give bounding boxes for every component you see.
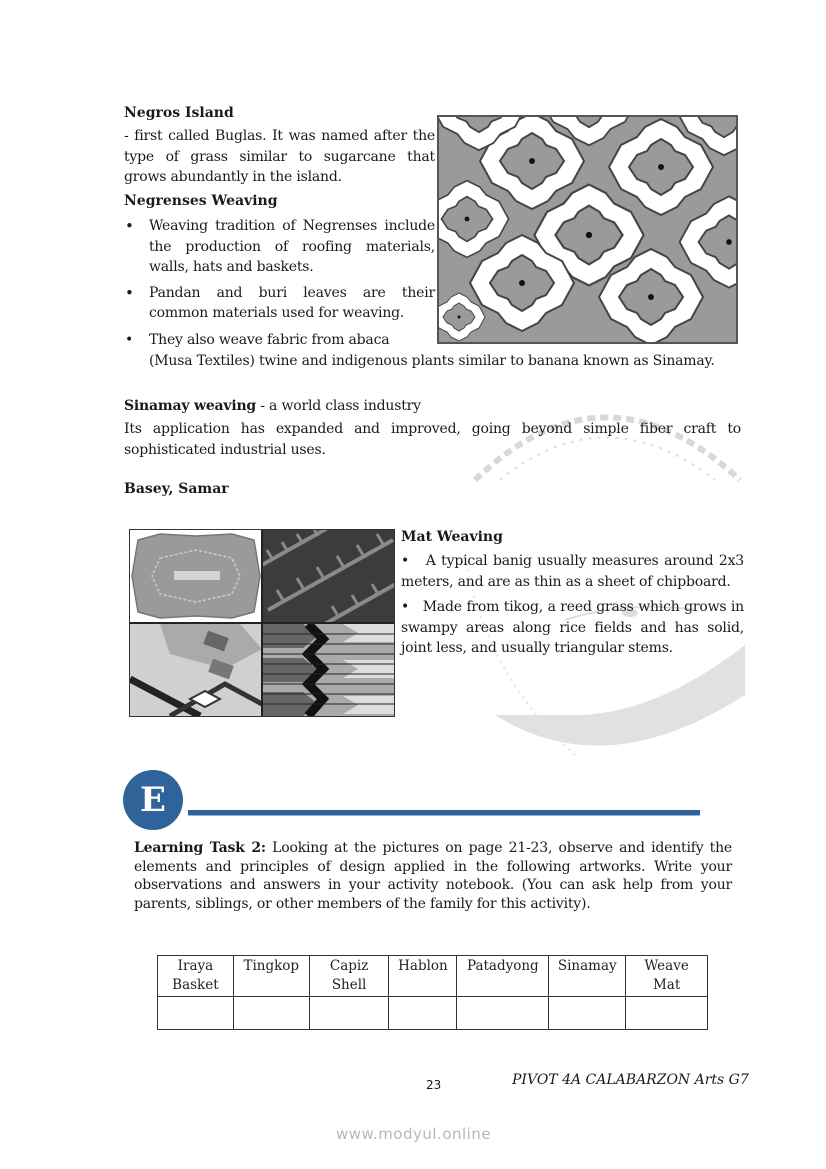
banig-mat-images [129, 529, 395, 717]
list-item: • Weaving tradition of Negrenses include the production of roofing materials, walls, hats and baskets. [124, 216, 435, 278]
negrenses-weaving-heading: Negrenses Weaving [124, 193, 278, 209]
negros-weave-pattern-image [437, 115, 738, 344]
sinamay-weaving-line [124, 396, 421, 417]
sinamay-paragraph: Its application has expanded and improved, going beyond simple fiber craft to sophisticated industrial uses. [124, 421, 741, 458]
header-cell: Sinamay [549, 956, 626, 997]
footer-title: PIVOT 4A CALABARZON Arts G7 [512, 1072, 749, 1088]
learning-task-2 [134, 839, 732, 913]
sinamay-weaving-label: Sinamay weaving [124, 398, 257, 414]
table-row [158, 997, 708, 1030]
answer-cell [626, 997, 708, 1030]
header-cell: Patadyong [457, 956, 549, 997]
bullet-3-first-line: They also weave fabric from abaca [149, 332, 390, 348]
bullet-icon: • [401, 599, 423, 615]
header-cell: Weave Mat [626, 956, 708, 997]
answer-cell [158, 997, 234, 1030]
mat-weaving-heading: Mat Weaving [401, 529, 503, 545]
header-cell: Tingkop [233, 956, 309, 997]
answer-cell [233, 997, 309, 1030]
section-e-badge: E [123, 770, 183, 830]
answer-cell [309, 997, 389, 1030]
bullet-icon: • [125, 332, 134, 348]
sinamay-weaving-desc: - a world class industry [256, 398, 421, 414]
answer-cell [457, 997, 549, 1030]
list-item [401, 597, 744, 659]
negros-island-title: Negros Island [124, 105, 234, 121]
header-cell: Hablon [389, 956, 457, 997]
mat-weaving-bullets [401, 551, 744, 659]
basey-samar-title: Basey, Samar [124, 481, 229, 497]
bullet-3-rest: (Musa Textiles) twine and indigenous plants similar to banana known as Sinamay. [149, 352, 715, 369]
answer-cell [389, 997, 457, 1030]
website-watermark: www.modyul.online [336, 1125, 492, 1143]
page-number: 23 [426, 1078, 442, 1092]
answer-cell [549, 997, 626, 1030]
list-item [401, 551, 744, 592]
mat-bullet-1-text: A typical banig usually measures around 2x3 meters, and are as thin as a sheet of chipboard. [401, 553, 744, 590]
learning-task-text: Looking at the pictures on page 21-23, observe and identify the elements and principles of design applied in the following artworks. Write your observations and answers in your activity notebook. (You can ask help from your parents, siblings, or other members of the family for this activity). [134, 840, 733, 912]
negros-intro: - first called Buglas. It was named after the type of grass similar to sugarcane that grows abundantly in the island. [124, 128, 435, 185]
learning-task-label: Learning Task 2: [134, 840, 266, 856]
list-item: • Pandan and buri leaves are their common materials used for weaving. [124, 283, 435, 324]
bullet-icon: • [401, 553, 426, 569]
negrenses-bullet-list [124, 216, 435, 328]
header-cell: Capiz Shell [309, 956, 389, 997]
banig-mat-image-2 [263, 530, 394, 622]
artworks-table [157, 955, 708, 1030]
table-header-row [158, 956, 708, 997]
banig-mat-image-3 [130, 624, 261, 716]
header-cell: Iraya Basket [158, 956, 234, 997]
section-e-divider [188, 810, 700, 816]
banig-mat-image-4 [263, 624, 394, 716]
banig-mat-image-1 [130, 530, 261, 622]
mat-bullet-2-text: Made from tikog, a reed grass which grows in swampy areas along rice fields and has solid, joint less, and usually triangular stems. [401, 599, 744, 656]
